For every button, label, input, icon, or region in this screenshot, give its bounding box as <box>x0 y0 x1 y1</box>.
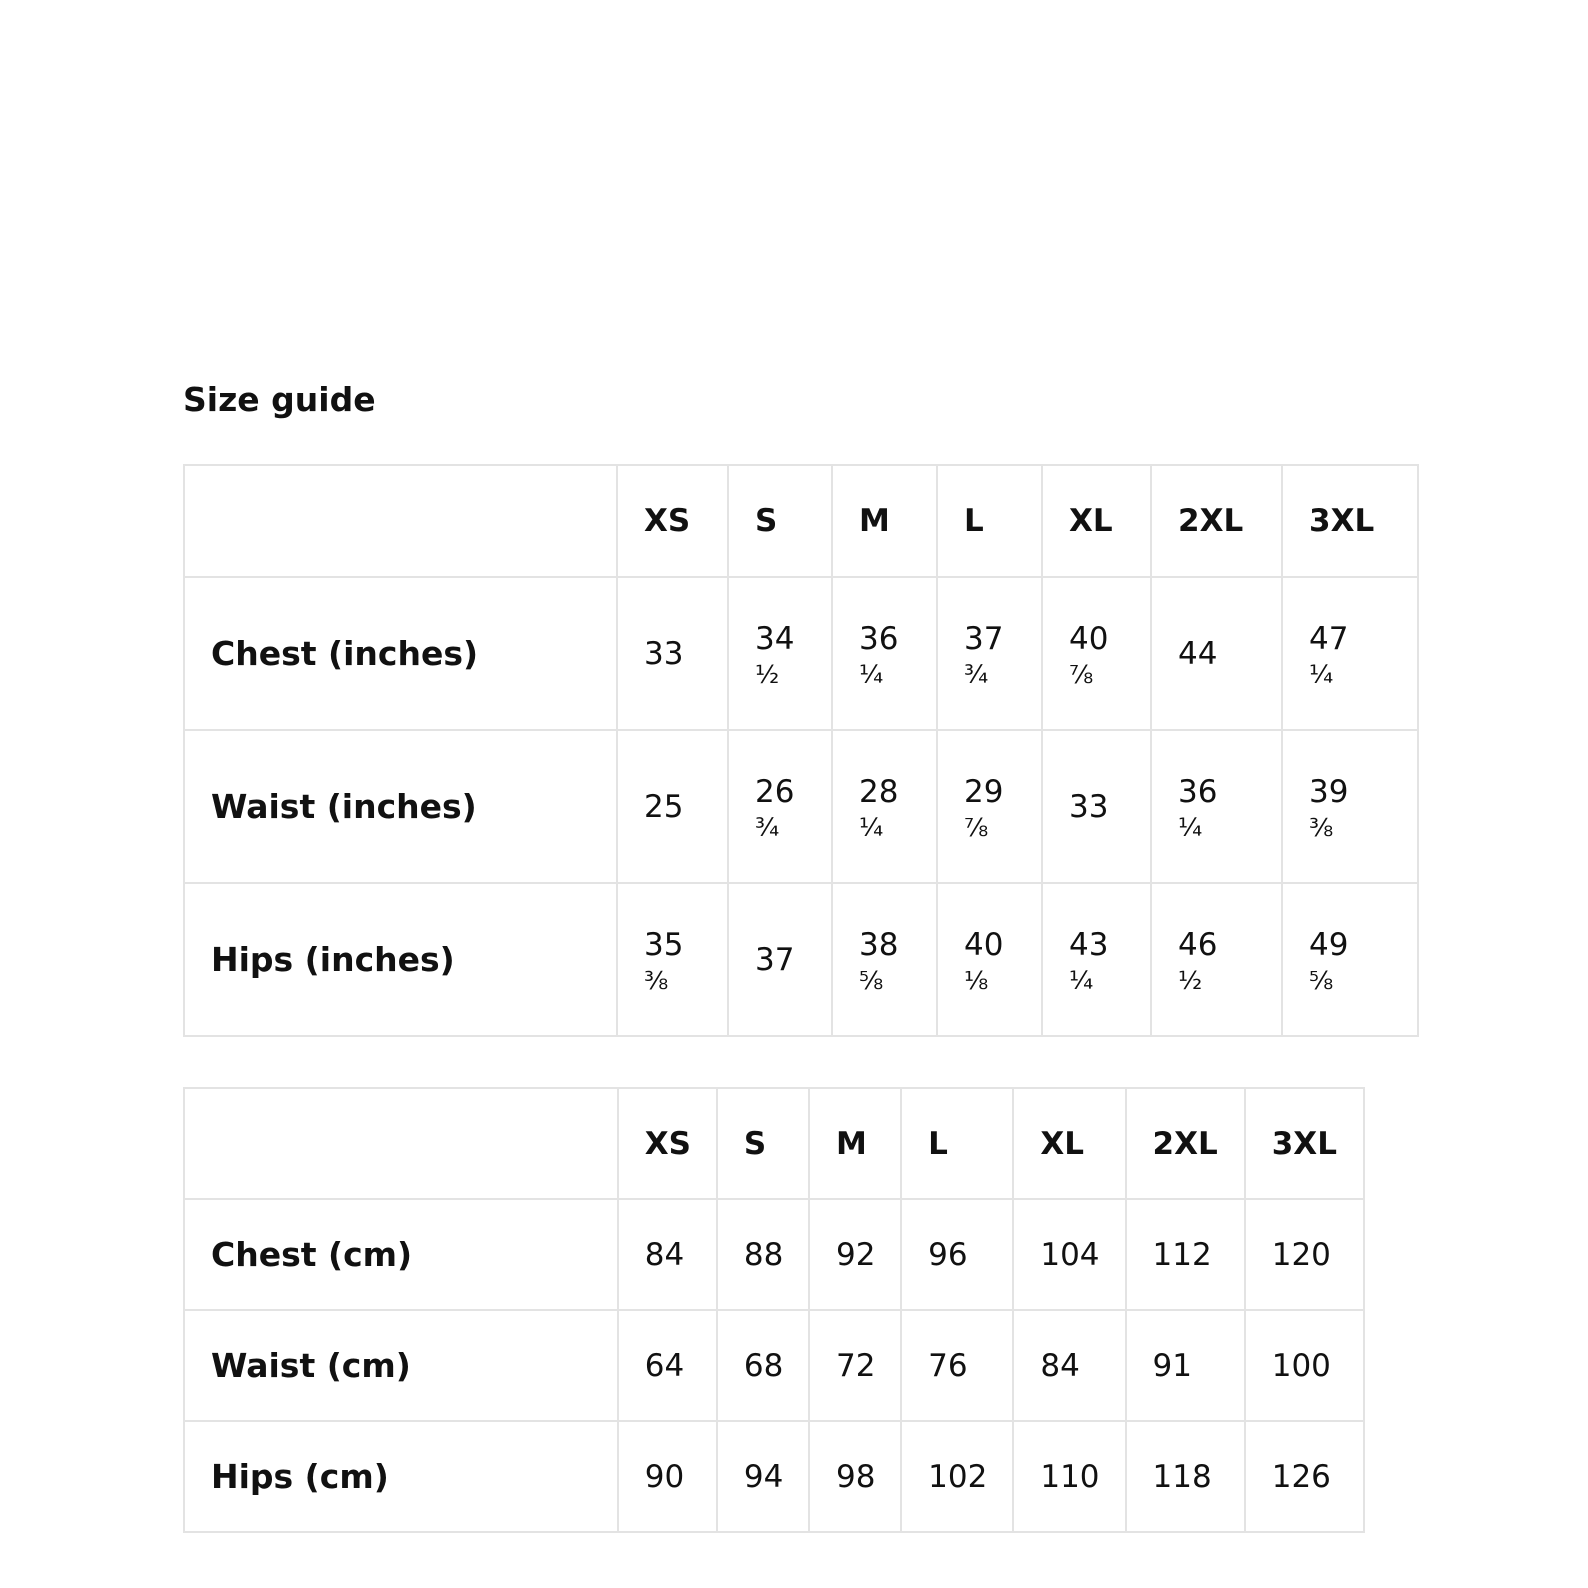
measurement-cell: 120 <box>1245 1199 1364 1310</box>
row-label: Hips (inches) <box>184 883 617 1036</box>
measurement-cell: 37 <box>728 883 832 1036</box>
measurement-cell: 96 <box>901 1199 1013 1310</box>
header-size-xl: XL <box>1042 465 1151 577</box>
measurement-cell: 28 ¼ <box>832 730 937 883</box>
measurement-cell: 72 <box>809 1310 901 1421</box>
measurement-cell: 46 ½ <box>1151 883 1282 1036</box>
measurement-cell: 126 <box>1245 1421 1364 1532</box>
measurement-cell: 76 <box>901 1310 1013 1421</box>
table-header-row <box>184 465 1418 577</box>
measurement-cell: 35 ⅜ <box>617 883 728 1036</box>
header-size-xl: XL <box>1013 1088 1125 1199</box>
measurement-cell: 33 <box>617 577 728 730</box>
header-size-l: L <box>937 465 1042 577</box>
measurement-cell: 40 ⅞ <box>1042 577 1151 730</box>
measurement-cell: 38 ⅝ <box>832 883 937 1036</box>
measurement-cell: 29 ⅞ <box>937 730 1042 883</box>
size-table-cm <box>183 1087 1365 1533</box>
table-row-waist-inches <box>184 730 1418 883</box>
measurement-cell: 39 ⅜ <box>1282 730 1418 883</box>
measurement-cell: 68 <box>717 1310 809 1421</box>
header-size-m: M <box>809 1088 901 1199</box>
header-size-s: S <box>728 465 832 577</box>
row-label: Chest (inches) <box>184 577 617 730</box>
table-row-hips-inches <box>184 883 1418 1036</box>
header-size-l: L <box>901 1088 1013 1199</box>
measurement-cell: 49 ⅝ <box>1282 883 1418 1036</box>
measurement-cell: 112 <box>1126 1199 1245 1310</box>
header-size-m: M <box>832 465 937 577</box>
header-cell-empty <box>184 465 617 577</box>
measurement-cell: 104 <box>1013 1199 1125 1310</box>
header-size-xs: XS <box>617 465 728 577</box>
measurement-cell: 98 <box>809 1421 901 1532</box>
header-cell-empty <box>184 1088 618 1199</box>
header-size-3xl: 3XL <box>1245 1088 1364 1199</box>
header-size-2xl: 2XL <box>1126 1088 1245 1199</box>
measurement-cell: 90 <box>618 1421 717 1532</box>
measurement-cell: 64 <box>618 1310 717 1421</box>
measurement-cell: 100 <box>1245 1310 1364 1421</box>
header-size-2xl: 2XL <box>1151 465 1282 577</box>
table-row-chest-inches <box>184 577 1418 730</box>
row-label: Waist (cm) <box>184 1310 618 1421</box>
measurement-cell: 34 ½ <box>728 577 832 730</box>
measurement-cell: 40 ⅛ <box>937 883 1042 1036</box>
measurement-cell: 110 <box>1013 1421 1125 1532</box>
table-header-row <box>184 1088 1364 1199</box>
measurement-cell: 36 ¼ <box>832 577 937 730</box>
measurement-cell: 36 ¼ <box>1151 730 1282 883</box>
measurement-cell: 26 ¾ <box>728 730 832 883</box>
measurement-cell: 47 ¼ <box>1282 577 1418 730</box>
table-row-chest-cm <box>184 1199 1364 1310</box>
page-title: Size guide <box>183 380 376 419</box>
measurement-cell: 43 ¼ <box>1042 883 1151 1036</box>
measurement-cell: 91 <box>1126 1310 1245 1421</box>
table-row-hips-cm <box>184 1421 1364 1532</box>
measurement-cell: 25 <box>617 730 728 883</box>
measurement-cell: 37 ¾ <box>937 577 1042 730</box>
measurement-cell: 92 <box>809 1199 901 1310</box>
table-row-waist-cm <box>184 1310 1364 1421</box>
header-size-3xl: 3XL <box>1282 465 1418 577</box>
measurement-cell: 88 <box>717 1199 809 1310</box>
measurement-cell: 118 <box>1126 1421 1245 1532</box>
measurement-cell: 102 <box>901 1421 1013 1532</box>
measurement-cell: 44 <box>1151 577 1282 730</box>
row-label: Chest (cm) <box>184 1199 618 1310</box>
size-table-inches <box>183 464 1419 1037</box>
measurement-cell: 84 <box>1013 1310 1125 1421</box>
row-label: Waist (inches) <box>184 730 617 883</box>
row-label: Hips (cm) <box>184 1421 618 1532</box>
measurement-cell: 84 <box>618 1199 717 1310</box>
measurement-cell: 94 <box>717 1421 809 1532</box>
header-size-xs: XS <box>618 1088 717 1199</box>
header-size-s: S <box>717 1088 809 1199</box>
measurement-cell: 33 <box>1042 730 1151 883</box>
